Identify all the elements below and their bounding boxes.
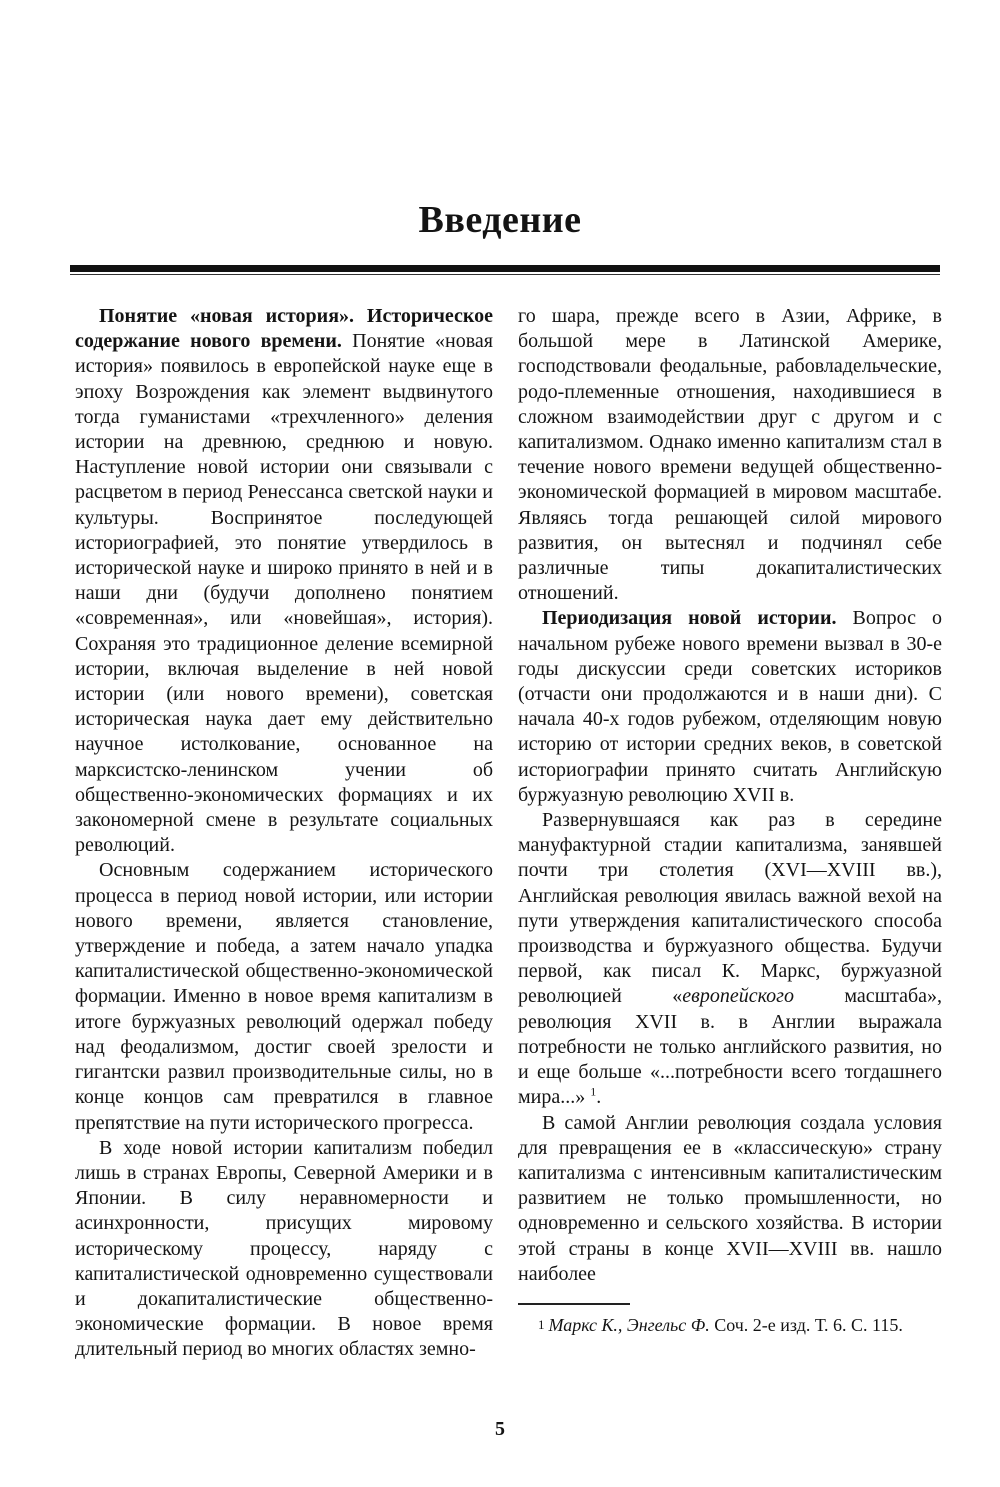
paragraph-4: го шара, прежде всего в Азии, Африке, в большой мере в Латинской Америке, господствовали феодальные, рабовладельческие, родо-племенные отношения, находившиеся в сложном взаимодействии друг с другом и с капитализмом. Однако именно капитализм стал в течение нового времени ведущей общественно-экономической формацией в мировом масштабе. Являясь тогда решающей силой мирового развития, он вытеснял и подчинял себе различные типы докапиталистических отношений. [518,305,942,605]
paragraph-3: В ходе новой истории капитализм победил лишь в странах Европы, Северной Америки и в Японии. В силу неравномерности и асинхронности, присущих мировому историческому процессу, наряду с капиталистической одновременно существовали и докапиталистические общественно-экономические формации. В новое время длительный период во многих областях земно- [75,1136,493,1361]
paragraph-6-text-b: масштаба», революция XVII в. в Англии выражала потребности не только английского развития, но и еще больше «...потребности всего тогдашнего мира...» [518,985,943,1109]
paragraph-5-text: Вопрос о начальном рубеже нового времени вызвал в 30-е годы дискуссии среди советских историков (отчасти они продолжаются и в наши дни). С начала 40-х годов рубежом, отделяющим новую историю от истории средних веков, в советской историографии принято считать Английскую буржуазную революцию XVII в. [518,607,942,806]
paragraph-7: В самой Англии революция создала условия для превращения ее в «классическую» страну капитализма с интенсивным капиталистическим развитием не только промышленности, но одновременно и сельского хозяйства. В истории этой страны в конце XVII—XVIII вв. нашло наиболее [518,1111,942,1285]
section-heading-periodization: Периодизация новой истории. [542,607,837,630]
section-heading-new-history: Понятие «новая история». Историческое содержание нового времени. [75,305,493,353]
footnote-text: Соч. 2-е изд. Т. 6. С. 115. [709,1314,903,1335]
paragraph-5 [518,606,942,808]
right-column [518,304,942,1337]
paragraph-1 [75,304,493,858]
page-number: 5 [495,1418,505,1440]
paragraph-6 [518,808,942,1110]
title-rule-thick [70,265,940,272]
paragraph-6-end: . [596,1086,602,1109]
footnote [518,1313,942,1337]
chapter-title: Введение [418,199,582,241]
paragraph-6-text-a: Развернувшаяся как раз в середине мануфактурной стадии капитализма, занявшей почти три столетия (XVI—XVIII вв.), Английская революция явилась важной вехой на пути утверждения капиталистического способа производства и буржуазного общества. Будучи первой, как писал К. Маркс, буржуазной революцией « [518,809,942,1008]
paragraph-1-text: Понятие «новая история» появилось в европейской науке еще в эпоху Возрождения как элемент выдвинутого тогда гуманистами «трехчленного» деления истории на древнюю, среднюю и новую. Наступление новой истории они связывали с расцветом в период Ренессанса светской науки и культуры. Воспринятое последующей историографией, это понятие утвердилось в исторической науке и широко принято в ней и в наши дни (будучи дополнено понятием «современная», или «новейшая», история). Сохраняя это традиционное деление всемирной истории, включая выделение в ней новой истории (или нового времени), советская историческая наука дает ему действительно научное истолкование, основанное на марксистско-ленинском учении об общественно-экономических формациях и их закономерной смене в результате социальных революций. [75,330,493,857]
footnote-ref: 1 [590,1084,597,1099]
footnote-rule [518,1303,630,1305]
footnote-number: 1 [538,1316,545,1332]
left-column [75,304,493,1363]
paragraph-2: Основным содержанием исторического процесса в период новой истории, или истории нового времени, является становление, утверждение и победа, а затем начало упадка капиталистической общественно-экономической формации. Именно в новое время капитализм в итоге буржуазных революций одержал победу над феодализмом, достиг своей зрелости и гигантски развил производительные силы, но в конце концов сам превратился в главное препятствие на пути исторического прогресса. [75,859,493,1134]
emphasis-european: европейского [682,985,794,1008]
footnote-authors: Маркс К., Энгельс Ф. [548,1314,710,1335]
title-rule-thin [70,274,940,275]
